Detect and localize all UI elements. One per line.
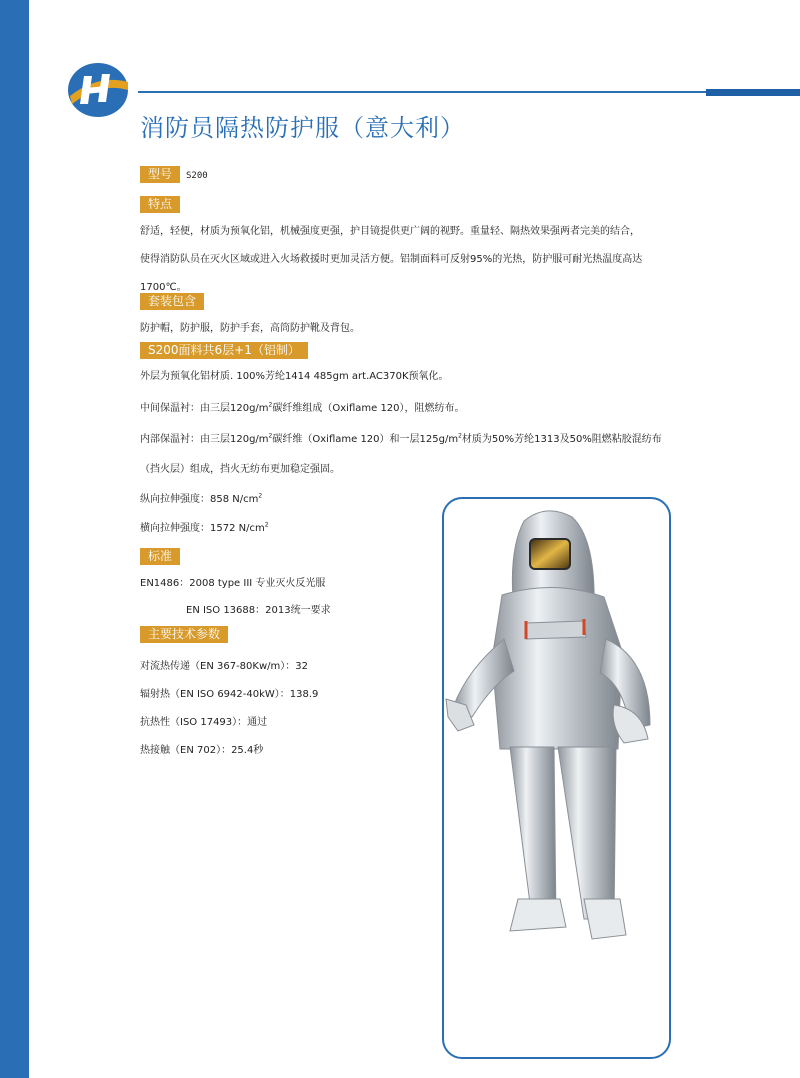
package-text: 防护帽，防护服，防护手套，高筒防护靴及背包。 — [140, 323, 360, 334]
header-rule — [138, 91, 800, 93]
fabric-tag: S200面料共6层+1（铝制） — [140, 342, 308, 359]
side-band — [0, 0, 29, 1078]
param-heat-resistance: 抗热性（ISO 17493）：通过 — [140, 717, 268, 728]
fabric-outer: 外层为预氧化铝材质. 100%芳纶1414 485gm art.AC370K预氧化。 — [140, 371, 449, 382]
page-title: 消防员隔热防护服（意大利） — [140, 114, 465, 142]
protective-suit-image — [444, 499, 668, 1056]
model-value: S200 — [186, 171, 208, 181]
standard-tag: 标准 — [140, 548, 180, 565]
company-logo — [66, 60, 130, 120]
features-line-2: 使得消防队员在灭火区域或进入火场救援时更加灵活方便。铝制面料可反射95%的光热，防护服可耐光热温度高达 — [140, 254, 643, 265]
header-rule-accent — [706, 89, 800, 96]
standard-line-1: EN1486：2008 type III 专业灭火反光服 — [140, 578, 326, 589]
param-radiant: 辐射热（EN ISO 6942-40kW）：138.9 — [140, 689, 319, 700]
transverse-strength: 横向拉伸强度：1572 $N/cm^2$ — [140, 521, 269, 534]
param-convective: 对流热传递（EN 367-80Kw/m）：32 — [140, 661, 308, 672]
package-tag: 套装包含 — [140, 293, 204, 310]
product-photo-frame — [442, 497, 671, 1059]
features-line-3: 1700℃。 — [140, 282, 187, 293]
features-line-1: 舒适，轻便，材质为预氧化铝，机械强度更强，护目镜提供更广阔的视野。重量轻、隔热效果强两者完美的结合， — [140, 226, 640, 237]
longitudinal-strength: 纵向拉伸强度：858 $N/cm^2$ — [140, 492, 263, 505]
features-tag: 特点 — [140, 196, 180, 213]
fabric-inner: 内部保温衬：由三层$120g/m^2$碳纤维（Oxiflame 120）和一层$125g/m^2$材质为50%芳纶1313及50%阻燃粘胶混纺布 — [140, 432, 662, 445]
model-tag: 型号 — [140, 166, 180, 183]
standard-line-2: EN ISO 13688：2013统一要求 — [186, 605, 331, 616]
params-tag: 主要技术参数 — [140, 626, 228, 643]
param-contact-heat: 热接触（EN 702）：25.4秒 — [140, 745, 264, 756]
fabric-middle: 中间保温衬：由三层$120g/m^2$碳纤维组成（Oxiflame 120），阻燃纺布。 — [140, 401, 465, 414]
fabric-inner-cont: （挡火层）组成，挡火无纺布更加稳定强固。 — [140, 464, 340, 475]
